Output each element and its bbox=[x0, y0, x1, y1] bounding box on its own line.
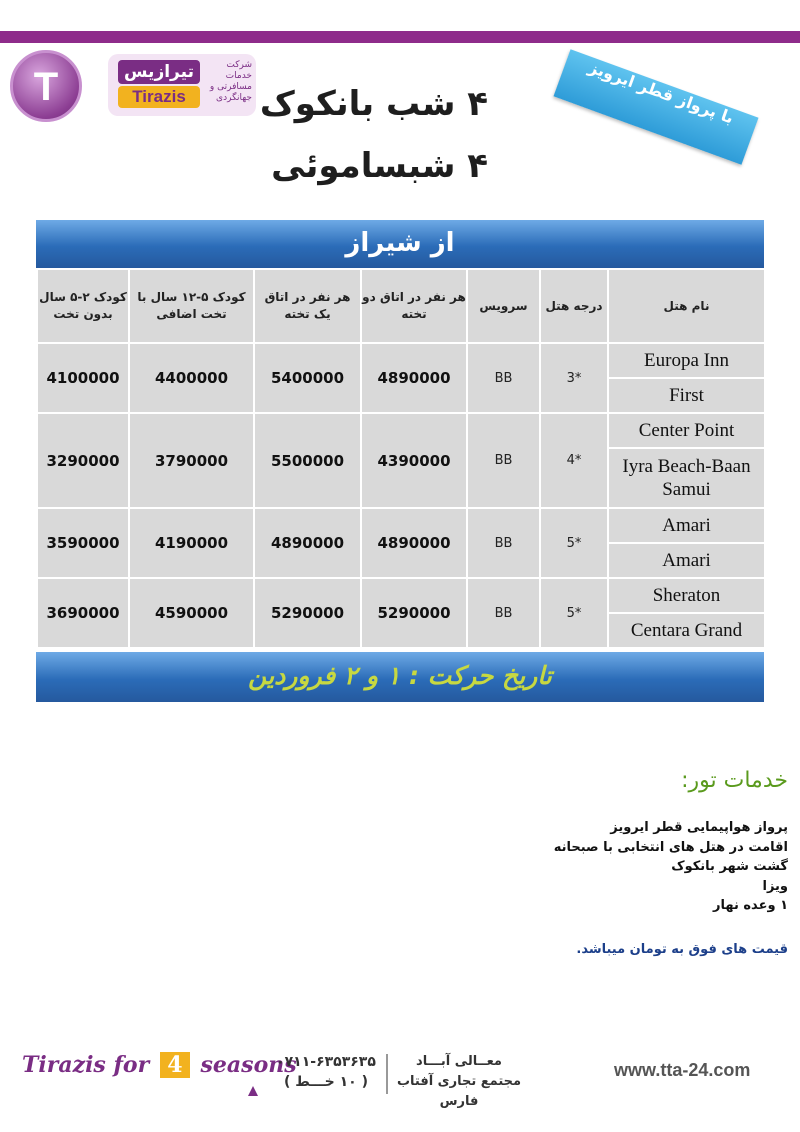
grade-cell: 5* bbox=[540, 508, 608, 578]
airline-ribbon bbox=[553, 49, 758, 164]
price-child-nobed: 3590000 bbox=[37, 508, 129, 578]
price-double: 4890000 bbox=[361, 343, 467, 413]
grade-cell: 5* bbox=[540, 578, 608, 648]
service-cell: BB bbox=[467, 578, 540, 648]
services-title: خدمات تور: bbox=[681, 768, 788, 793]
list-item: اقامت در هتل های انتخابی با صبحانه bbox=[553, 839, 788, 855]
header-service: سرویس bbox=[467, 269, 540, 343]
price-child-bed: 3790000 bbox=[129, 413, 254, 508]
price-double: 4390000 bbox=[361, 413, 467, 508]
brand-name-en: Tirazis bbox=[118, 86, 200, 108]
list-item: پرواز هواپیمایی قطر ایرویز bbox=[610, 820, 788, 835]
footer-divider bbox=[386, 1054, 388, 1094]
header-grade: درجه هتل bbox=[540, 269, 608, 343]
footer-url[interactable]: www.tta-24.com bbox=[614, 1060, 751, 1080]
price-double: 5290000 bbox=[361, 578, 467, 648]
price-child-nobed: 3290000 bbox=[37, 413, 129, 508]
departure-band: تاریخ حرکت : ۱ و ۲ فروردین bbox=[36, 652, 764, 702]
hotel-name-samui: First bbox=[608, 378, 765, 413]
header-single: هر نفر در اتاق یک تخته bbox=[254, 269, 361, 343]
table-row bbox=[37, 413, 765, 448]
phone-lines: ( ۱۰ خـــط ) bbox=[284, 1074, 368, 1090]
brand-subtitle: شرکت خدمات مسافرتی و جهانگردی bbox=[209, 60, 252, 103]
price-table bbox=[36, 268, 766, 649]
title-samui: ۴ شبساموئی bbox=[271, 146, 488, 186]
price-single: 5400000 bbox=[254, 343, 361, 413]
hotel-name-bangkok: Amari bbox=[608, 508, 765, 543]
brand-circle-logo bbox=[10, 50, 82, 122]
hotel-name-bangkok: Europa Inn bbox=[608, 343, 765, 378]
address-line-1: معــالی آبـــاد bbox=[416, 1054, 502, 1069]
service-cell: BB bbox=[467, 508, 540, 578]
header-child-nobed: کودک ۲-۵ سال بدون تخت bbox=[37, 269, 129, 343]
brand-name-fa: تیرازیس bbox=[118, 60, 200, 84]
table-row bbox=[37, 578, 765, 613]
phone-number: ۰۷۱۱-۶۳۵۳۶۳۵ bbox=[276, 1054, 376, 1070]
footer-logo-pre: Tirazis for bbox=[22, 1052, 150, 1078]
ribbon-text: با پرواز قطر ایرویز bbox=[586, 57, 737, 128]
header-child-bed: کودک ۵-۱۲ سال با تخت اضافی bbox=[129, 269, 254, 343]
footer-logo-post: seasons bbox=[200, 1052, 297, 1078]
triangle-icon bbox=[248, 1086, 258, 1096]
list-item: ۱ وعده نهار bbox=[713, 898, 788, 913]
services-list bbox=[388, 818, 788, 916]
list-item: گشت شهر بانکوک bbox=[671, 859, 788, 874]
hotel-name-bangkok: Center Point bbox=[608, 413, 765, 448]
price-single: 5500000 bbox=[254, 413, 361, 508]
brand-letter: T bbox=[33, 65, 59, 109]
footer-address bbox=[394, 1052, 524, 1112]
service-cell: BB bbox=[467, 343, 540, 413]
currency-note: قیمت های فوق به تومان میباشد. bbox=[576, 942, 788, 957]
list-item: ویزا bbox=[762, 878, 788, 894]
price-child-bed: 4190000 bbox=[129, 508, 254, 578]
service-cell: BB bbox=[467, 413, 540, 508]
price-single: 5290000 bbox=[254, 578, 361, 648]
address-line-2: مجتمع تجاری آفتاب فارس bbox=[396, 1074, 522, 1109]
table-row bbox=[37, 343, 765, 378]
hotel-name-bangkok: Sheraton bbox=[608, 578, 765, 613]
footer-phone bbox=[276, 1052, 376, 1092]
grade-cell: 3* bbox=[540, 343, 608, 413]
header-double: هر نفر در اتاق دو تخته bbox=[361, 269, 467, 343]
hotel-name-samui: Amari bbox=[608, 543, 765, 578]
table-row bbox=[37, 508, 765, 543]
top-purple-bar bbox=[0, 31, 800, 43]
price-double: 4890000 bbox=[361, 508, 467, 578]
footer-logo-four: 4 bbox=[160, 1052, 190, 1078]
price-single: 4890000 bbox=[254, 508, 361, 578]
table-header-row bbox=[37, 269, 765, 343]
hotel-name-samui: Iyra Beach-Baan Samui bbox=[608, 448, 765, 508]
price-child-bed: 4590000 bbox=[129, 578, 254, 648]
price-child-nobed: 3690000 bbox=[37, 578, 129, 648]
price-child-bed: 4400000 bbox=[129, 343, 254, 413]
price-child-nobed: 4100000 bbox=[37, 343, 129, 413]
header-hotel: نام هتل bbox=[608, 269, 765, 343]
hotel-name-samui: Centara Grand bbox=[608, 613, 765, 648]
title-bangkok: ۴ شب بانکوک bbox=[259, 84, 488, 124]
brand-logo bbox=[108, 54, 256, 116]
origin-band: از شیراز bbox=[36, 220, 764, 268]
grade-cell: 4* bbox=[540, 413, 608, 508]
